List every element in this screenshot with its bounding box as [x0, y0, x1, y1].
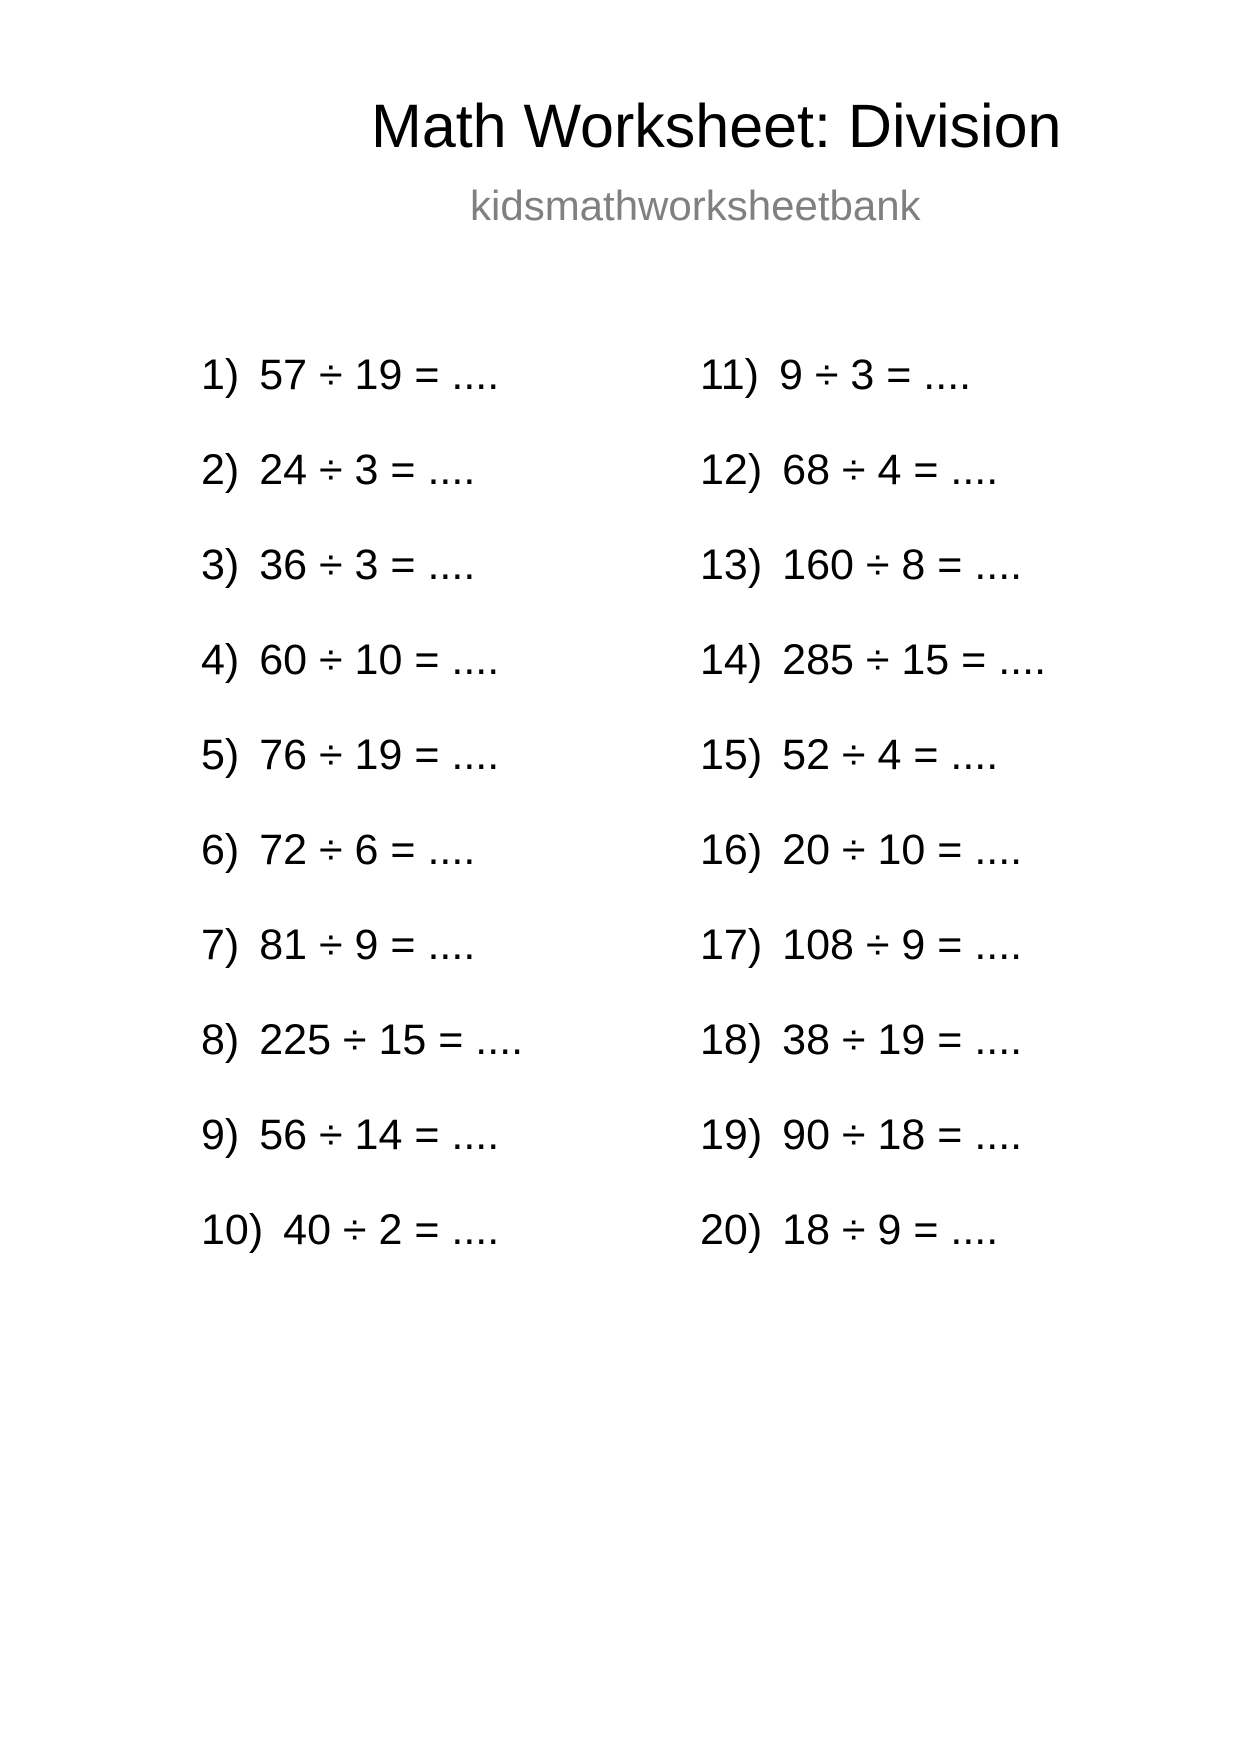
problem-expression: 18 ÷ 9 = ....: [782, 1206, 999, 1254]
problem-item: [700, 826, 1046, 924]
problem-item: [700, 636, 1047, 734]
problem-item: [201, 731, 523, 829]
problem-item: [201, 636, 523, 734]
problem-number: 20): [700, 1206, 763, 1254]
problem-number: 3): [201, 541, 240, 589]
problem-item: [700, 541, 1046, 639]
problem-expression: 36 ÷ 3 = ....: [259, 541, 476, 589]
worksheet-subtitle: kidsmathworksheetbank: [470, 182, 921, 229]
problem-expression: 225 ÷ 15 = ....: [259, 1016, 524, 1064]
problem-expression: 24 ÷ 3 = ....: [259, 446, 476, 494]
problem-number: 10): [201, 1206, 264, 1254]
problem-item: [201, 921, 523, 1019]
problem-number: 6): [201, 826, 240, 874]
problems-left-column: [201, 351, 524, 1304]
problem-item: [201, 1016, 524, 1114]
problem-expression: 90 ÷ 18 = ....: [782, 1111, 1023, 1159]
problem-number: 1): [201, 351, 240, 399]
problem-expression: 72 ÷ 6 = ....: [259, 826, 476, 874]
problem-item: [700, 1016, 1046, 1114]
problem-item: [201, 541, 523, 639]
problem-number: 19): [700, 1111, 763, 1159]
problem-number: 2): [201, 446, 240, 494]
problem-item: [201, 1206, 523, 1304]
problem-expression: 285 ÷ 15 = ....: [782, 636, 1047, 684]
problem-item: [201, 1111, 523, 1209]
problem-item: [201, 446, 523, 544]
problem-expression: 9 ÷ 3 = ....: [778, 351, 972, 399]
problem-number: 9): [201, 1111, 240, 1159]
problem-number: 18): [700, 1016, 763, 1064]
problem-number: 7): [201, 921, 240, 969]
problem-number: 5): [201, 731, 240, 779]
problem-expression: 160 ÷ 8 = ....: [782, 541, 1023, 589]
problem-item: [700, 446, 1046, 544]
problem-number: 12): [700, 446, 763, 494]
problem-item: [700, 731, 1046, 829]
problem-expression: 81 ÷ 9 = ....: [259, 921, 476, 969]
problem-item: [700, 1111, 1046, 1209]
problem-expression: 52 ÷ 4 = ....: [782, 731, 999, 779]
problem-item: [201, 351, 523, 449]
problem-number: 13): [700, 541, 763, 589]
problem-number: 11): [700, 351, 759, 399]
problems-right-column: [700, 351, 1047, 1304]
problem-number: 8): [201, 1016, 240, 1064]
problem-expression: 60 ÷ 10 = ....: [259, 636, 500, 684]
problem-expression: 76 ÷ 19 = ....: [259, 731, 500, 779]
problem-number: 14): [700, 636, 763, 684]
problem-expression: 38 ÷ 19 = ....: [782, 1016, 1023, 1064]
problem-item: [700, 1206, 1046, 1304]
problem-expression: 57 ÷ 19 = ....: [259, 351, 500, 399]
problem-number: 16): [700, 826, 763, 874]
problem-expression: 20 ÷ 10 = ....: [782, 826, 1023, 874]
problem-expression: 40 ÷ 2 = ....: [283, 1206, 500, 1254]
worksheet-title: Math Worksheet: Division: [371, 92, 1062, 160]
problem-item: [700, 921, 1046, 1019]
problem-expression: 68 ÷ 4 = ....: [782, 446, 999, 494]
problem-number: 15): [700, 731, 763, 779]
problem-item: [201, 826, 523, 924]
problem-number: 4): [201, 636, 240, 684]
problem-number: 17): [700, 921, 763, 969]
problem-expression: 56 ÷ 14 = ....: [259, 1111, 500, 1159]
problem-item: [700, 351, 1046, 449]
problem-expression: 108 ÷ 9 = ....: [782, 921, 1023, 969]
